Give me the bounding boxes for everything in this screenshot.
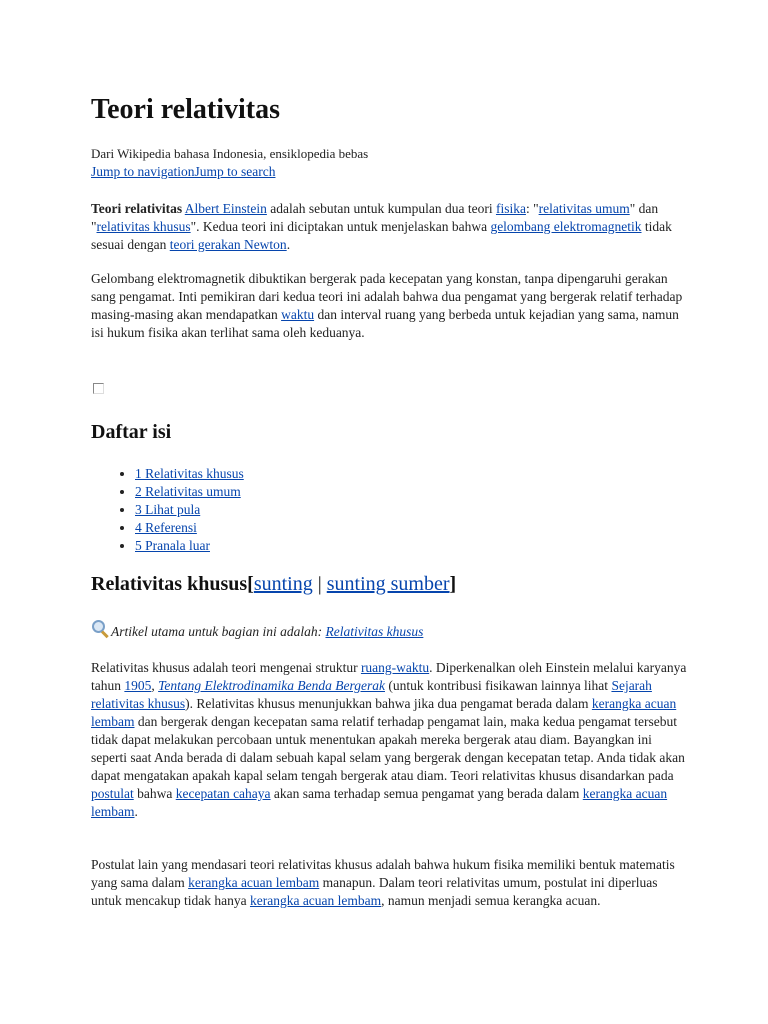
section-text: bahwa: [133, 786, 176, 801]
link-albert-einstein[interactable]: Albert Einstein: [184, 201, 267, 216]
link-kerangka-acuan-lembam[interactable]: kerangka acuan lembam: [249, 893, 382, 908]
toc-item: [135, 465, 244, 483]
page-title: Teori relativitas: [91, 94, 280, 125]
section-text: .: [134, 804, 138, 819]
intro-text: : ": [525, 201, 539, 216]
link-relativitas-umum[interactable]: relativitas umum: [538, 201, 630, 216]
jump-to-navigation-link[interactable]: Jump to navigation: [91, 164, 195, 179]
jump-links: [91, 164, 275, 180]
edit-links: [254, 573, 450, 595]
section-text: . Diperkenalkan oleh Einstein melalui karyanya tahun: [91, 660, 687, 693]
link-kerangka-acuan-lembam[interactable]: kerangka acuan lembam: [91, 696, 677, 729]
table-of-contents: [91, 465, 244, 555]
edit-link[interactable]: sunting: [253, 573, 313, 595]
intro-text: Gelombang elektromagnetik dibuktikan bergerak pada kecepatan yang konstan, tanpa dipengaruhi gerakan sang pengamat. Inti pemikiran dari kedua teori ini adalah bahwa dua pengamat yang bergerak relatif terhadap masing-masing akan mendapatkan: [91, 271, 683, 322]
link-kerangka-acuan-lembam[interactable]: kerangka acuan lembam: [188, 875, 320, 890]
section-text: ,: [151, 678, 159, 693]
intro-bold-term: Teori relativitas: [91, 201, 183, 216]
jump-to-search-link[interactable]: Jump to search: [194, 164, 276, 179]
section-text: Postulat lain yang mendasari teori relativitas khusus adalah bahwa hukum fisika memiliki bentuk matematis yang sama dalam: [91, 857, 675, 890]
toc-title: Daftar isi: [91, 421, 172, 443]
toc-item: [135, 501, 244, 519]
toc-item: [135, 537, 244, 555]
hatnote-link-relativitas-khusus[interactable]: Relativitas khusus: [325, 624, 424, 639]
intro-text: " dan ": [91, 201, 659, 234]
section-paragraph-1: [91, 659, 687, 821]
section-text: , namun menjadi semua kerangka acuan.: [381, 893, 601, 908]
link-ruang-waktu[interactable]: ruang-waktu: [360, 660, 430, 675]
toc-link-lihat-pula[interactable]: 3 Lihat pula: [135, 502, 201, 517]
section-text: Relativitas khusus adalah teori mengenai struktur: [91, 660, 361, 675]
intro-text: tidak sesuai dengan: [91, 219, 672, 252]
link-fisika[interactable]: fisika: [495, 201, 526, 216]
section-title: Relativitas khusus: [91, 573, 248, 595]
link-sejarah-relativitas-khusus[interactable]: Sejarah relativitas khusus: [91, 678, 652, 711]
link-gelombang-elektromagnetik[interactable]: gelombang elektromagnetik: [490, 219, 642, 234]
intro-text: adalah sebutan untuk kumpulan dua teori: [266, 201, 496, 216]
link-kerangka-acuan-lembam[interactable]: kerangka acuan lembam: [91, 786, 668, 819]
link-tentang-elektrodinamika[interactable]: Tentang Elektrodinamika Benda Bergerak: [158, 678, 385, 693]
toc-link-pranala-luar[interactable]: 5 Pranala luar: [135, 538, 210, 553]
link-relativitas-khusus[interactable]: relativitas khusus: [96, 219, 191, 234]
hatnote: [91, 620, 423, 640]
broken-image-placeholder: [93, 383, 104, 394]
toc-item: [135, 483, 244, 501]
section-heading-relativitas-khusus: [91, 573, 456, 596]
magnifier-icon: [91, 620, 111, 638]
site-tagline: Dari Wikipedia bahasa Indonesia, ensiklopedia bebas: [91, 146, 369, 161]
section-text: manapun. Dalam teori relativitas umum, postulat ini diperluas untuk mencakup tidak hanya: [91, 875, 658, 908]
intro-text: .: [286, 237, 291, 252]
intro-text: dan interval ruang yang berbeda untuk kejadian yang sama, namun isi hukum fisika akan terlihat sama oleh keduanya.: [91, 307, 679, 340]
edit-bracket-open: [: [247, 573, 254, 595]
section-text: akan sama terhadap semua pengamat yang berada dalam: [270, 786, 583, 801]
edit-separator: |: [312, 573, 327, 595]
edit-bracket-close: ]: [449, 573, 457, 595]
link-1905[interactable]: 1905: [124, 678, 152, 693]
toc-item: [135, 519, 244, 537]
toc-link-referensi[interactable]: 4 Referensi: [135, 520, 197, 535]
section-paragraph-2: [91, 856, 687, 910]
link-kecepatan-cahaya[interactable]: kecepatan cahaya: [175, 786, 271, 801]
link-waktu[interactable]: waktu: [281, 307, 315, 322]
link-teori-gerakan-newton[interactable]: teori gerakan Newton: [169, 237, 287, 252]
section-text: dan bergerak dengan kecepatan sama relatif terhadap pengamat lain, maka kedua pengamat tersebut tidak dapat melakukan percobaan untuk menentukan apakah mereka bergerak atau diam. Bayangkan ini seperti saat Anda berada di dalam sebuah kapal selam yang bergerak dengan kecepatan tetap. Anda tidak akan dapat mengatakan apakah kapal selam tengah bergerak atau diam. Teori relativitas khusus disandarkan pada: [91, 714, 685, 783]
intro-paragraph-2: [91, 270, 687, 342]
intro-paragraph-1: [91, 200, 687, 254]
hatnote-text: Artikel utama untuk bagian ini adalah:: [111, 624, 326, 639]
toc-link-relativitas-khusus[interactable]: 1 Relativitas khusus: [135, 466, 244, 481]
link-postulat[interactable]: postulat: [91, 786, 134, 801]
section-text: ). Relativitas khusus menunjukkan bahwa jika dua pengamat berada dalam: [185, 696, 592, 711]
toc-link-relativitas-umum[interactable]: 2 Relativitas umum: [135, 484, 241, 499]
section-text: (untuk kontribusi fisikawan lainnya lihat: [384, 678, 612, 693]
intro-text: ". Kedua teori ini diciptakan untuk menjelaskan bahwa: [190, 219, 491, 234]
edit-source-link[interactable]: sunting sumber: [326, 573, 450, 595]
